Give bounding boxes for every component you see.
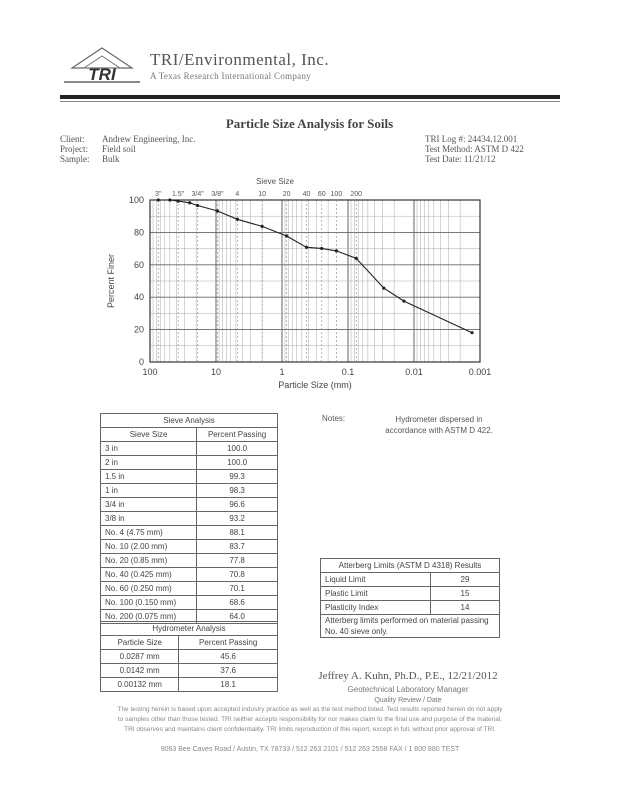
sieve-row: [101, 596, 278, 610]
data-point: [177, 200, 180, 203]
sieve-row: [101, 568, 278, 582]
meta-test-method: Test Method: ASTM D 422: [425, 144, 524, 154]
sieve-value: 88.1: [197, 526, 278, 540]
sieve-label: 2 in: [101, 456, 197, 470]
atterberg-limits-table: [320, 558, 500, 638]
sieve-label: No. 60 (0.250 mm): [101, 582, 197, 596]
footer-line: TRI observes and maintains client confidentiality. TRI limits reproduction of this report, except in full, without prior approval of TRI.: [124, 726, 496, 733]
company-logo: [62, 46, 142, 86]
data-point: [236, 218, 239, 221]
data-point: [261, 225, 264, 228]
limits-label: Plasticity Index: [321, 601, 431, 615]
y-tick-label: 80: [133, 227, 144, 238]
top-axis-label: Sieve Size: [256, 177, 294, 186]
header-rule-thick: [60, 95, 560, 99]
meta-log-number: TRI Log #: 24434.12.001: [425, 134, 518, 144]
sieve-value: 100.0: [197, 442, 278, 456]
sieve-label: 1 in: [101, 484, 197, 498]
meta-right: [425, 134, 524, 164]
particle-size-chart: [90, 172, 510, 404]
meta-test-date: Test Date: 11/21/12: [425, 154, 496, 164]
header-rule-thin: [60, 101, 560, 102]
sieve-value: 68.6: [197, 596, 278, 610]
sieve-col-pct-header: Percent Passing: [197, 428, 278, 442]
top-tick-label: 3": [155, 191, 162, 198]
limits-title: Atterberg Limits (ASTM D 4318) Results: [321, 559, 500, 573]
y-axis-label: Percent Finer: [106, 253, 116, 309]
sieve-label: No. 4 (4.75 mm): [101, 526, 197, 540]
hydro-row: [101, 650, 278, 664]
y-tick-label: 40: [133, 292, 144, 303]
hydro-value: 37.6: [179, 664, 278, 678]
sieve-row: [101, 498, 278, 512]
x-axis-label: Particle Size (mm): [278, 380, 352, 390]
hydro-table-title: Hydrometer Analysis: [101, 622, 278, 636]
company-name: TRI/Environmental, Inc.: [150, 50, 330, 69]
meta-project: Project: Field soil: [60, 144, 136, 154]
data-point: [157, 198, 160, 201]
data-point: [216, 209, 219, 212]
limits-footnote: Atterberg limits performed on material passing No. 40 sieve only.: [321, 615, 500, 638]
data-point: [470, 331, 473, 334]
limits-row: [321, 601, 500, 615]
y-tick-label: 100: [128, 195, 144, 205]
sieve-value: 83.7: [197, 540, 278, 554]
signature-review: Quality Review / Date: [374, 697, 442, 704]
top-tick-label: 1.5": [172, 191, 185, 198]
notes-text: Hydrometer dispersed in accordance with ASTM D 422.: [385, 415, 493, 435]
limits-row: [321, 573, 500, 587]
hydro-table-title-row: [101, 622, 278, 636]
hydro-label: 0.0142 mm: [101, 664, 179, 678]
sieve-label: No. 10 (2.00 mm): [101, 540, 197, 554]
notes-label: Notes:: [322, 414, 346, 423]
data-point: [285, 234, 288, 237]
signature-name: Jeffrey A. Kuhn, Ph.D., P.E., 12/21/2012: [318, 670, 498, 682]
hydro-row: [101, 678, 278, 692]
limits-footnote-row: [321, 615, 500, 638]
data-point: [188, 201, 191, 204]
sieve-value: 98.3: [197, 484, 278, 498]
sieve-value: 70.8: [197, 568, 278, 582]
sieve-value: 64.0: [197, 610, 278, 624]
sieve-analysis-table: [100, 413, 278, 624]
data-point: [168, 198, 171, 201]
limits-label: Plastic Limit: [321, 587, 431, 601]
top-tick-label: 3/8": [211, 191, 224, 198]
sieve-table-title: Sieve Analysis: [101, 414, 278, 428]
hydro-col-size-header: Particle Size: [101, 636, 179, 650]
limits-row: [321, 587, 500, 601]
sieve-label: 3/4 in: [101, 498, 197, 512]
sieve-label: No. 40 (0.425 mm): [101, 568, 197, 582]
x-tick-label: 10: [210, 367, 222, 377]
sieve-row: [101, 540, 278, 554]
sieve-row: [101, 512, 278, 526]
sieve-label: 3 in: [101, 442, 197, 456]
signature-role: Geotechnical Laboratory Manager: [347, 685, 469, 694]
data-point: [320, 247, 323, 250]
report-title: Particle Size Analysis for Soils: [225, 116, 394, 131]
meta-client: Client: Andrew Engineering, Inc.: [60, 134, 196, 144]
data-point: [355, 257, 358, 260]
sieve-value: 96.6: [197, 498, 278, 512]
limits-value: 29: [431, 573, 500, 587]
hydro-value: 45.6: [179, 650, 278, 664]
hydro-label: 0.0287 mm: [101, 650, 179, 664]
sieve-value: 99.3: [197, 470, 278, 484]
data-point: [382, 287, 385, 290]
limits-value: 14: [431, 601, 500, 615]
company-tagline: A Texas Research International Company: [150, 71, 312, 81]
y-tick-label: 60: [133, 259, 144, 270]
sieve-value: 100.0: [197, 456, 278, 470]
sieve-label: No. 20 (0.85 mm): [101, 554, 197, 568]
limits-value: 15: [431, 587, 500, 601]
footer-address: 9063 Bee Caves Road / Austin, TX 78733 / 512 263 2101 / 512 263 2558 FAX / 1 800 880 TEST: [160, 746, 460, 753]
sieve-value: 70.1: [197, 582, 278, 596]
sieve-label: 3/8 in: [101, 512, 197, 526]
top-tick-label: 3/4": [191, 191, 204, 198]
hydro-value: 18.1: [179, 678, 278, 692]
top-tick-label: 40: [302, 191, 311, 198]
sieve-row: [101, 456, 278, 470]
hydro-table-header-row: [101, 636, 278, 650]
logo-text: TRI: [88, 65, 116, 84]
top-tick-label: 60: [317, 191, 326, 198]
sieve-label: No. 200 (0.075 mm): [101, 610, 197, 624]
data-point: [305, 246, 308, 249]
sieve-table-title-row: [101, 414, 278, 428]
footer-line: The testing herein is based upon accepted industry practice as well as the test method listed. Test results reported herein do not apply: [117, 706, 503, 713]
data-point: [196, 204, 199, 207]
sieve-row: [101, 470, 278, 484]
top-tick-label: 20: [282, 191, 291, 198]
x-tick-label: 100: [142, 367, 158, 377]
sieve-col-size-header: Sieve Size: [101, 428, 197, 442]
top-tick-label: 100: [330, 191, 343, 198]
data-point: [335, 249, 338, 252]
x-tick-label: 0.01: [405, 367, 423, 377]
hydrometer-table: [100, 621, 278, 692]
hydro-row: [101, 664, 278, 678]
sieve-label: No. 100 (0.150 mm): [101, 596, 197, 610]
footer-disclaimer: [100, 705, 520, 735]
sieve-value: 77.8: [197, 554, 278, 568]
meta-sample: Sample: Bulk: [60, 154, 120, 164]
sieve-label: 1.5 in: [101, 470, 197, 484]
limits-label: Liquid Limit: [321, 573, 431, 587]
meta-left: [60, 134, 195, 164]
sieve-row: [101, 526, 278, 540]
top-tick-label: 10: [258, 191, 267, 198]
gradation-curve: [158, 200, 472, 333]
x-tick-label: 1: [279, 367, 285, 377]
y-tick-label: 0: [138, 357, 144, 367]
hydro-label: 0.00132 mm: [101, 678, 179, 692]
x-tick-label: 0.1: [341, 367, 355, 377]
footer-line: to samples other than those tested. TRI neither accepts responsibility for nor makes claim to the final use and purpose of the material.: [117, 716, 503, 723]
sieve-row: [101, 582, 278, 596]
sieve-row: [101, 484, 278, 498]
limits-title-row: [321, 559, 500, 573]
y-tick-label: 20: [133, 324, 144, 335]
sieve-row: [101, 554, 278, 568]
sieve-table-header-row: [101, 428, 278, 442]
sieve-value: 93.2: [197, 512, 278, 526]
top-tick-label: 4: [235, 191, 240, 198]
top-tick-label: 200: [350, 191, 363, 198]
x-tick-label: 0.001: [468, 367, 492, 377]
sieve-row: [101, 442, 278, 456]
hydro-col-pct-header: Percent Passing: [179, 636, 278, 650]
data-point: [402, 299, 405, 302]
